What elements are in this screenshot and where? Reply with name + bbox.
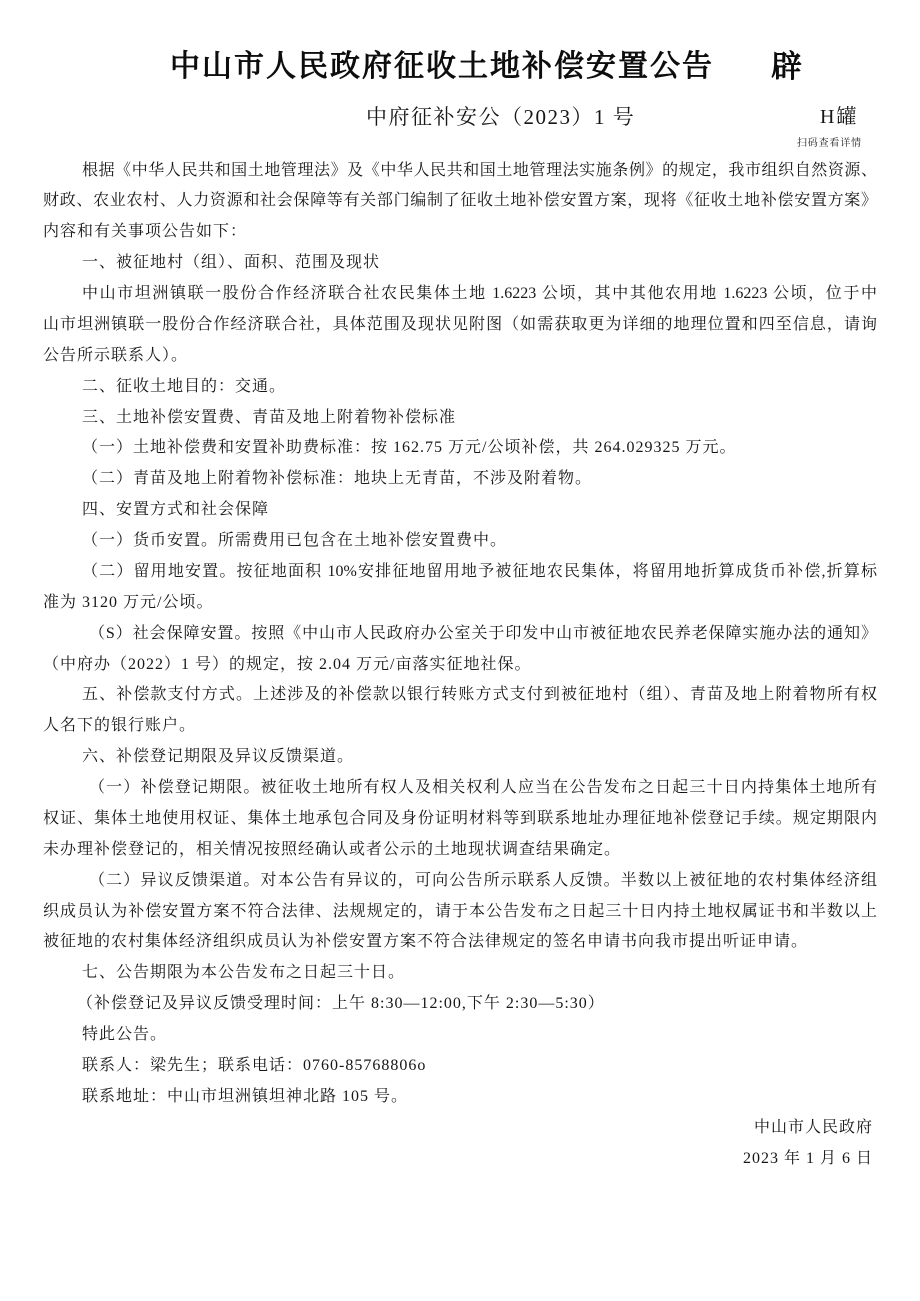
section-6-item-2 — [43, 866, 877, 959]
text-line: 人名下的银行账户。 — [43, 717, 197, 735]
text-line: 联系人：梁先生；联系电话：0760-85768806o — [82, 1056, 427, 1074]
text-line: （二）异议反馈渠道。对本公告有异议的，可向公告所示联系人反馈。半数以上被征地的农村集体经济组 — [89, 871, 877, 889]
contact-address — [43, 1082, 877, 1113]
signature-block — [43, 1113, 877, 1175]
text-line: 未办理补偿登记的，相关情况按照经确认或者公示的土地现状调查结果确定。 — [43, 840, 622, 858]
text-line: 二、征收土地目的：交通。 — [82, 377, 287, 395]
document-title: 中山市人民政府征收土地补偿安置公告 — [170, 49, 714, 84]
text-line: 权证、集体土地使用权证、集体土地承包合同及身份证明材料等到联系地址办理征地补偿登记手续。规定期限内 — [43, 809, 877, 827]
title-suffix-glyph: 辟 — [771, 49, 802, 85]
section-3-item-2 — [43, 464, 877, 495]
section-6-heading — [43, 742, 877, 773]
text-line: 三、土地补偿安置费、青苗及地上附着物补偿标准 — [82, 408, 457, 426]
text-line: 四、安置方式和社会保障 — [82, 501, 270, 519]
text-line: 内容和有关事项公告如下： — [43, 223, 248, 241]
text-line: 特此公告。 — [82, 1026, 168, 1043]
section-5-paragraph — [43, 680, 877, 742]
contact-person — [43, 1051, 877, 1082]
text-line: 一、被征地村（组）、面积、范围及现状 — [82, 254, 381, 272]
text-line: （二）留用地安置。按征地面积 10%安排征地留用地予被征地农民集体，将留用地折算成货币补偿,折算标 — [82, 562, 877, 580]
closing-statement — [43, 1020, 877, 1051]
text-line: （一）土地补偿费和安置补助费标准：按 162.75 万元/公顷补偿，共 264.029325 万元。 — [82, 439, 737, 457]
intro-paragraph — [43, 156, 877, 249]
section-1-content — [43, 279, 877, 372]
section-3-heading — [43, 403, 877, 434]
text-line: 七、公告期限为本公告发布之日起三十日。 — [82, 964, 406, 982]
section-4-item-3 — [43, 619, 877, 681]
text-line: （S）社会保障安置。按照《中山市人民政府办公室关于印发中山市被征地农民养老保障实施办法的通知》 — [89, 624, 877, 642]
text-line: 中山市坦洲镇联一股份合作经济联合社农民集体土地 1.6223 公顷，其中其他农用地 1.6223 公顷，位于中 — [82, 285, 877, 302]
document-number: 中府征补安公（2023）1 号 — [366, 105, 636, 129]
section-6-item-1 — [43, 773, 877, 866]
section-1-heading — [43, 248, 877, 279]
text-line: （一）补偿登记期限。被征收土地所有权人及相关权利人应当在公告发布之日起三十日内持集体土地所有 — [89, 779, 877, 796]
office-hours-note — [43, 989, 877, 1020]
qr-code-caption: 扫码查看详情 — [797, 138, 862, 149]
section-2-paragraph — [43, 372, 877, 403]
text-line: （补偿登记及异议反馈受理时间：上午 8:30—12:00,下午 2:30—5:30） — [77, 995, 605, 1013]
section-4-item-2 — [43, 557, 877, 619]
section-7-paragraph — [43, 958, 877, 989]
text-line: 根据《中华人民共和国土地管理法》及《中华人民共和国土地管理法实施条例》的规定，我市组织自然资源、 — [82, 161, 877, 179]
text-line: 山市坦洲镇联一股份合作经济联合社，具体范围及现状见附图（如需获取更为详细的地理位置和四至信息，请询 — [43, 315, 877, 333]
notice-body — [43, 156, 877, 1175]
text-line: 织成员认为补偿安置方案不符合法律、法规规定的，请于本公告发布之日起三十日内持土地权属证书和半数以上 — [43, 902, 877, 920]
section-4-item-1 — [43, 526, 877, 557]
qr-code-text: H罐 — [820, 106, 859, 128]
text-line: 五、补偿款支付方式。上述涉及的补偿款以银行转账方式支付到被征地村（组）、青苗及地上附着物所有权 — [82, 686, 877, 704]
text-line: 联系地址：中山市坦洲镇坦神北路 105 号。 — [82, 1087, 409, 1105]
text-line: （中府办（2022）1 号）的规定，按 2.04 万元/亩落实征地社保。 — [43, 655, 532, 673]
text-line: 六、补偿登记期限及异议反馈渠道。 — [82, 748, 355, 766]
text-line: （一）货币安置。所需费用已包含在土地补偿安置费中。 — [82, 532, 508, 549]
text-line: 财政、农业农村、人力资源和社会保障等有关部门编制了征收土地补偿安置方案，现将《征收土地补偿安置方案》 — [43, 192, 877, 210]
issuer-name: 中山市人民政府 — [753, 1118, 873, 1136]
section-3-item-1 — [43, 433, 877, 464]
text-line: 准为 3120 万元/公顷。 — [43, 593, 214, 611]
text-line: 被征地的农村集体经济组织成员认为补偿安置方案不符合法律规定的签名申请书向我市提出听证申请。 — [43, 933, 809, 951]
text-line: （二）青苗及地上附着物补偿标准：地块上无青苗，不涉及附着物。 — [82, 470, 593, 488]
text-line: 公告所示联系人）。 — [43, 346, 189, 364]
section-4-heading — [43, 495, 877, 526]
issue-date: 2023 年 1 月 6 日 — [742, 1149, 873, 1167]
